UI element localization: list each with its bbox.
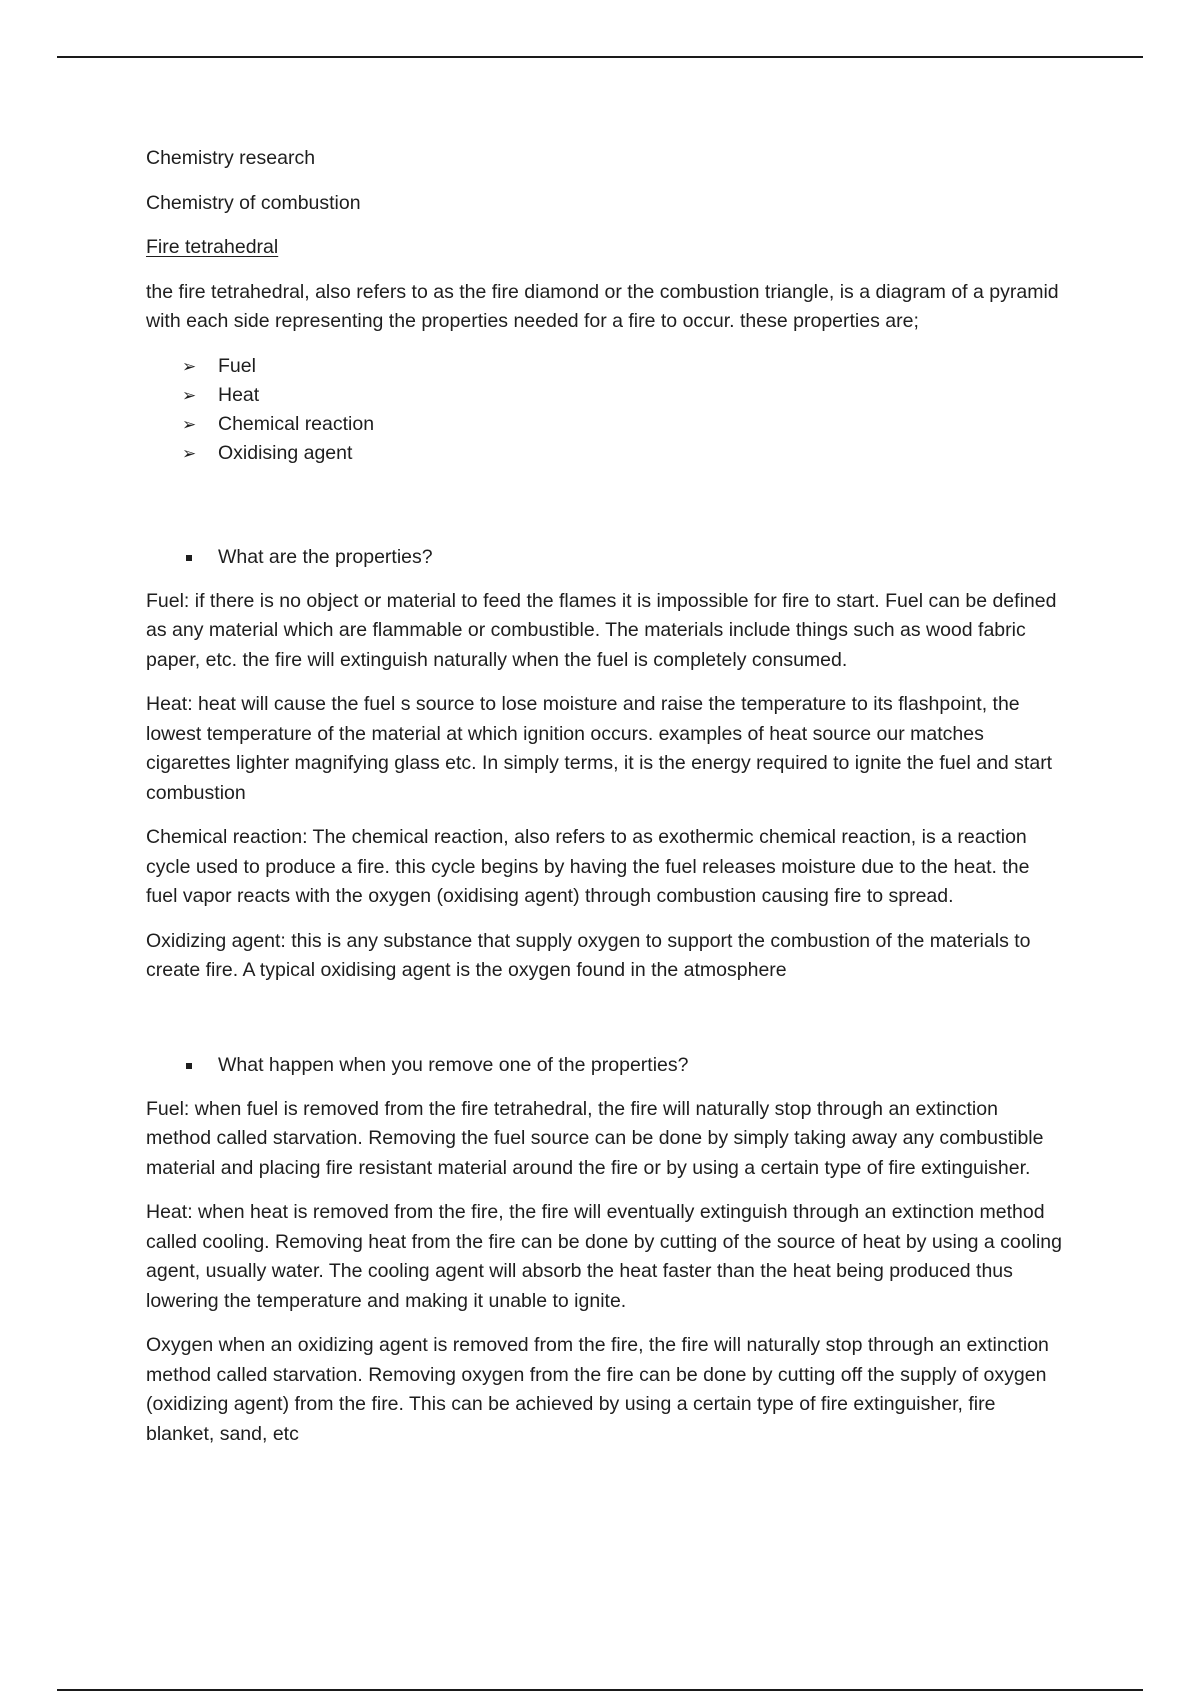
document-body — [146, 144, 1066, 1464]
fuel-removal-paragraph: Fuel: when fuel is removed from the fire tetrahedral, the fire will naturally stop through an extinction method called starvation. Removing the fuel source can be done by simply taking away any combustible material and placing fire resistant material around the fire or by using a certain type of fire extinguisher. — [146, 1097, 1044, 1179]
page-bottom-rule — [57, 1689, 1143, 1691]
heat-property-paragraph: Heat: heat will cause the fuel s source to lose moisture and raise the temperature to its flashpoint, the lowest temperature of the material at which ignition occurs. examples of heat source our matches cigarettes lighter magnifying glass etc. In simply terms, it is the energy required to ignite the fuel and start combustion — [146, 693, 1053, 804]
list-item — [146, 381, 1066, 410]
spacer — [146, 1001, 1066, 1051]
page-top-rule — [57, 56, 1143, 58]
section-heading-text: Fire tetrahedral — [146, 236, 279, 258]
square-bullet-icon — [186, 555, 192, 561]
arrow-bullet-icon: ➢ — [182, 385, 197, 405]
spacer — [146, 483, 1066, 543]
document-subtitle: Chemistry of combustion — [146, 191, 361, 214]
properties-list — [146, 352, 1066, 468]
arrow-bullet-icon: ➢ — [182, 414, 197, 434]
question-2-text: What happen when you remove one of the properties? — [218, 1053, 689, 1076]
list-item-label: Chemical reaction — [218, 412, 375, 435]
arrow-bullet-icon: ➢ — [182, 443, 197, 463]
list-item-label: Oxidising agent — [218, 441, 353, 464]
arrow-bullet-icon: ➢ — [182, 356, 197, 376]
question-item — [146, 543, 1066, 572]
chemical-reaction-paragraph: Chemical reaction: The chemical reaction, also refers to as exothermic chemical reaction, is a reaction cycle used to produce a fire. this cycle begins by having the fuel releases moisture due to the heat. the fuel vapor reacts with the oxygen (oxidising agent) through combustion causing fire to spread. — [146, 826, 1030, 907]
square-bullet-icon — [186, 1063, 192, 1069]
list-item-label: Heat — [218, 383, 260, 406]
oxidizing-agent-paragraph: Oxidizing agent: this is any substance that supply oxygen to support the combustion of the materials to create fire. A typical oxidising agent is the oxygen found in the atmosphere — [146, 929, 1031, 981]
question-list-2 — [146, 1051, 1066, 1080]
section-heading — [146, 233, 1066, 263]
list-item-label: Fuel — [218, 354, 256, 377]
oxygen-removal-paragraph: Oxygen when an oxidizing agent is removed from the fire, the fire will naturally stop through an extinction method called starvation. Removing oxygen from the fire can be done by cutting off the supply of oxygen (oxidizing agent) from the fire. This can be achieved by using a certain type of fire extinguisher, fire blanket, sand, etc — [146, 1334, 1049, 1445]
heat-removal-paragraph: Heat: when heat is removed from the fire, the fire will eventually extinguish through an extinction method called cooling. Removing heat from the fire can be done by cutting of the source of heat by using a cooling agent, usually water. The cooling agent will absorb the heat faster than the heat being produced thus lowering the temperature and making it unable to ignite. — [146, 1201, 1062, 1312]
fuel-property-paragraph: Fuel: if there is no object or material to feed the flames it is impossible for fire to start. Fuel can be defined as any material which are flammable or combustible. The materials include things such as wood fabric paper, etc. the fire will extinguish naturally when the fuel is completely consumed. — [146, 589, 1057, 671]
intro-paragraph: the fire tetrahedral, also refers to as the fire diamond or the combustion triangle, is a diagram of a pyramid with each side representing the properties needed for a fire to occur. these properties are; — [146, 280, 1059, 332]
list-item — [146, 439, 1066, 468]
document-title: Chemistry research — [146, 147, 316, 169]
list-item — [146, 352, 1066, 381]
question-list-1 — [146, 543, 1066, 572]
question-1-text: What are the properties? — [218, 545, 433, 568]
question-item — [146, 1051, 1066, 1080]
list-item — [146, 410, 1066, 439]
